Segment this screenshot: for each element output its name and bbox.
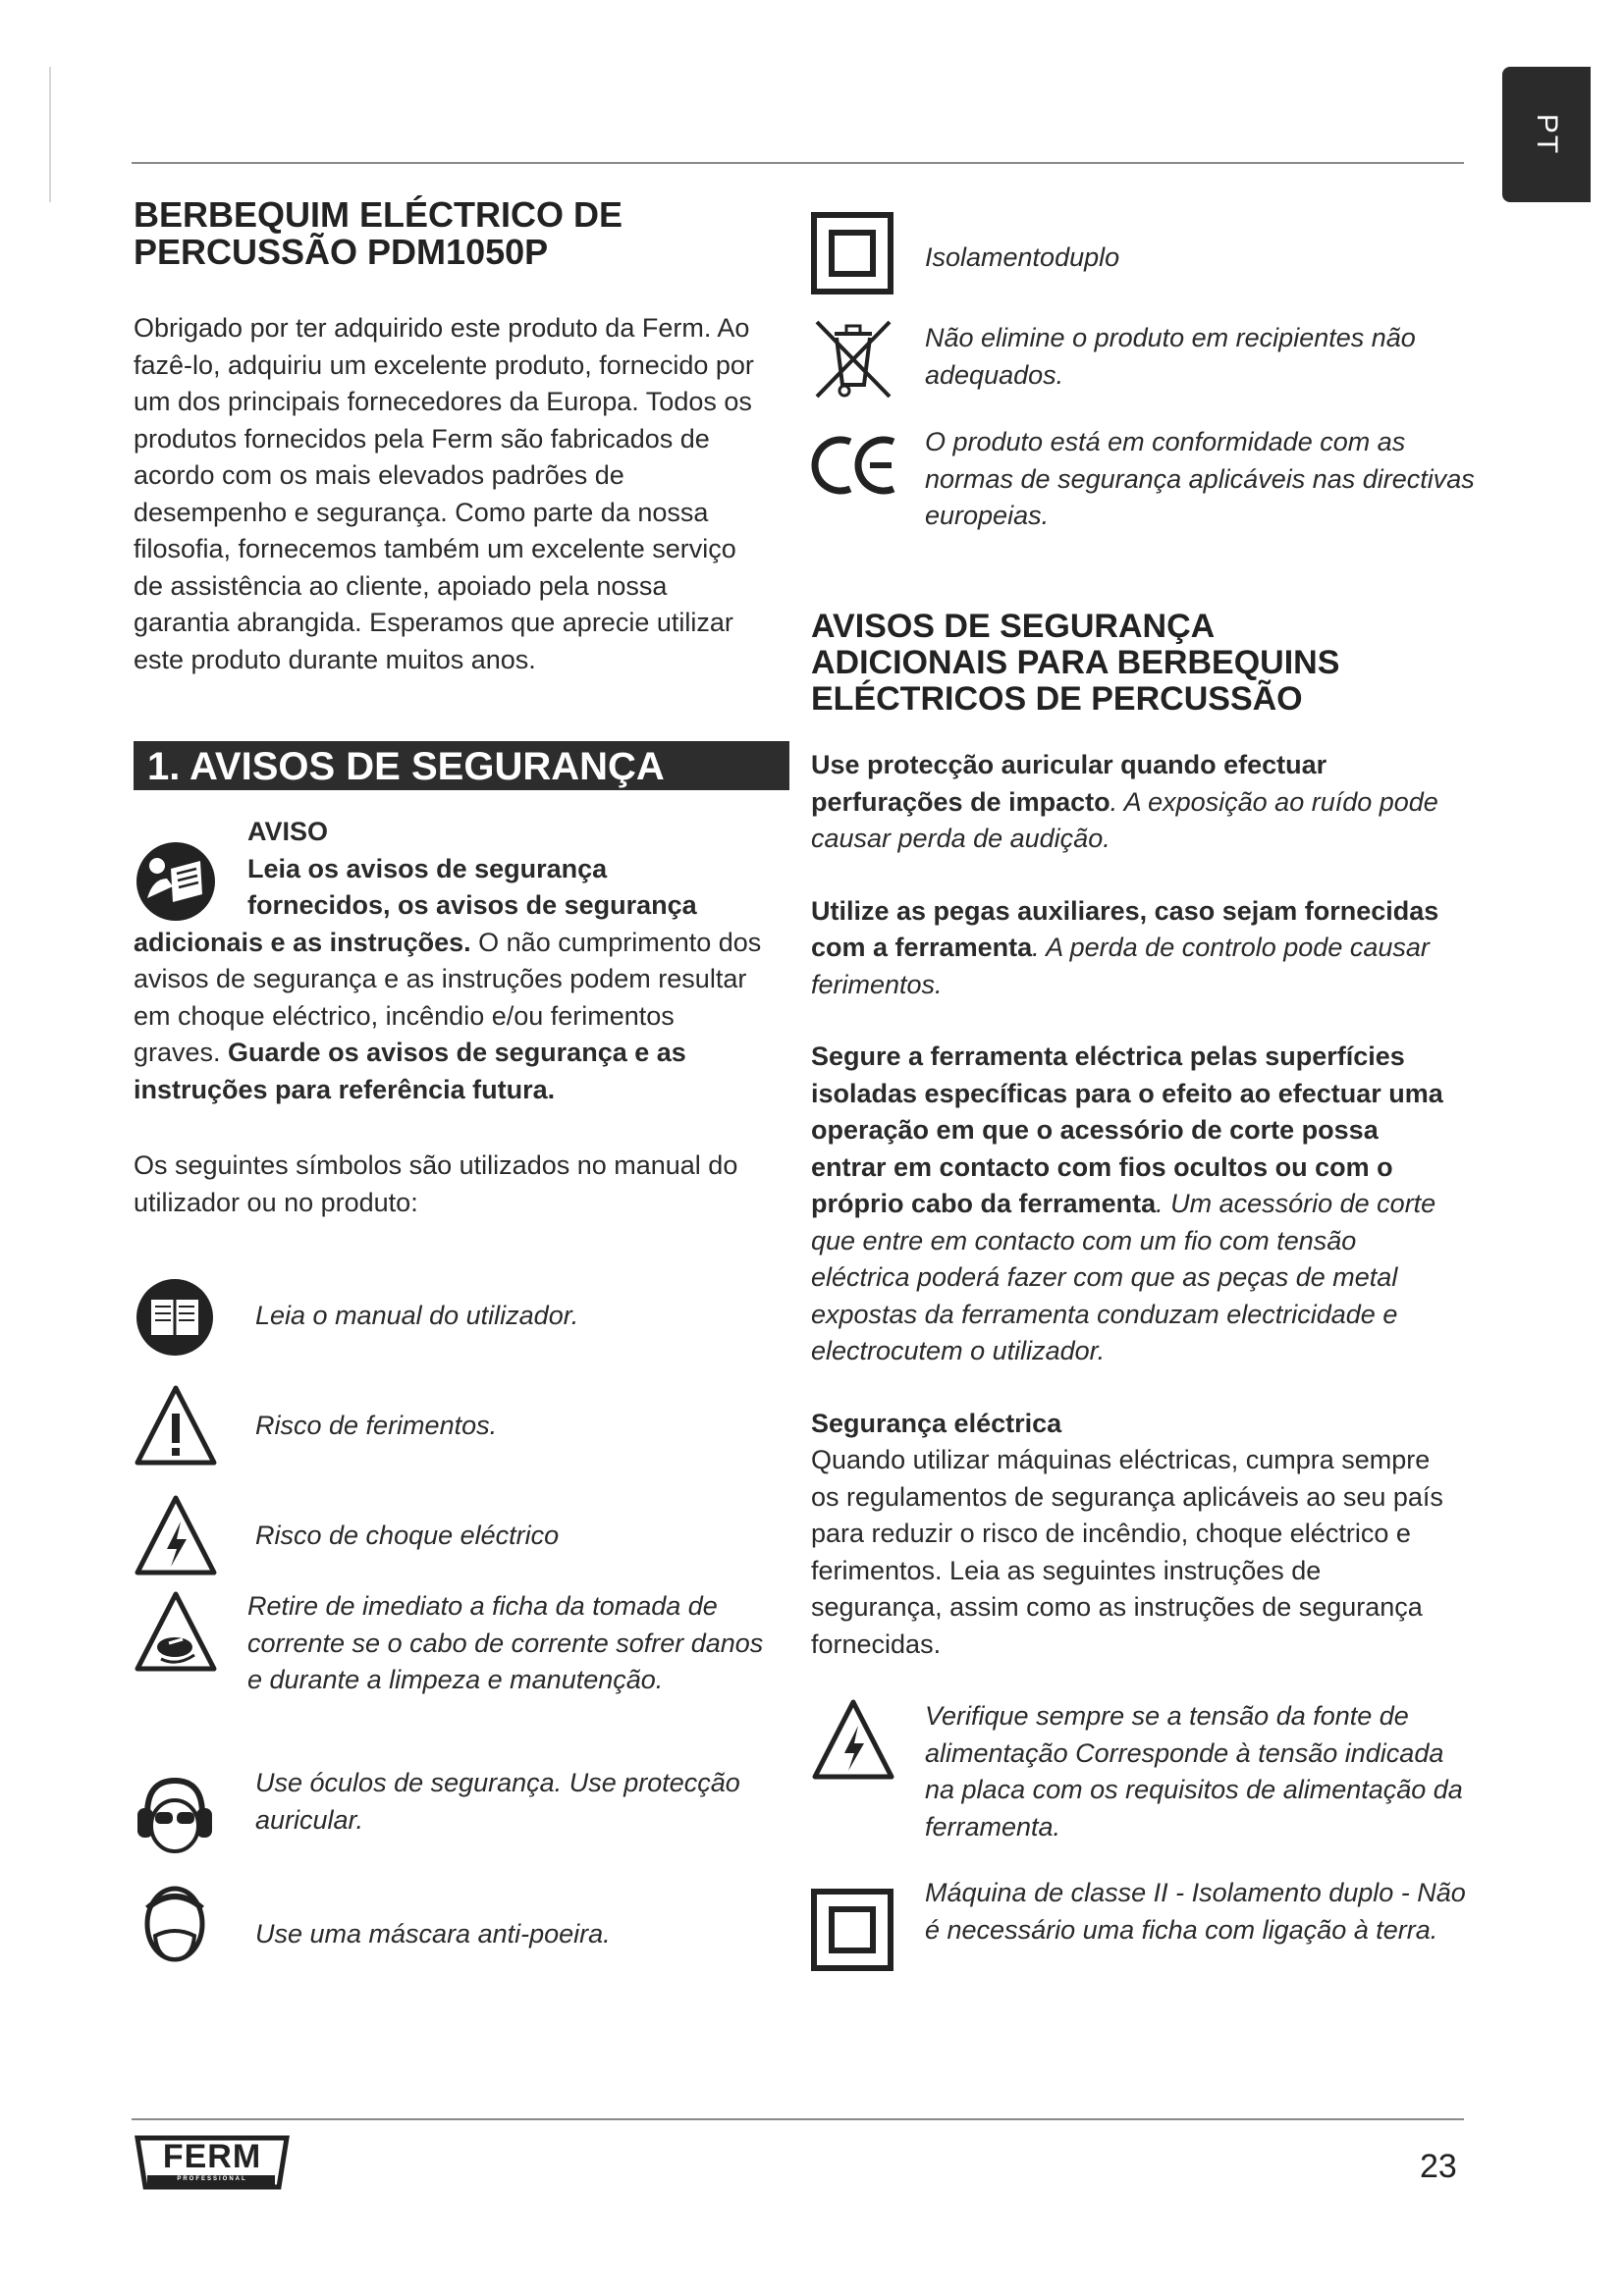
heading-line-3: ELÉCTRICOS DE PERCUSSÃO bbox=[811, 680, 1303, 718]
symbol-text: Use óculos de segurança. Use protecção auricular. bbox=[255, 1768, 740, 1835]
symbol-row bbox=[811, 206, 1469, 291]
dust-mask-icon bbox=[134, 1881, 216, 1969]
symbol-row bbox=[134, 1384, 782, 1482]
ferm-logo bbox=[134, 2132, 291, 2198]
page-number: 23 bbox=[1420, 2148, 1457, 2185]
electric-shock-icon bbox=[134, 1494, 218, 1576]
symbol-text: Risco de choque eléctrico bbox=[255, 1521, 560, 1550]
auxiliary-handles-paragraph bbox=[811, 893, 1449, 1004]
section-1-heading: 1. AVISOS DE SEGURANÇA bbox=[134, 741, 789, 790]
symbol-text: Não elimine o produto em recipientes não adequados. bbox=[925, 323, 1416, 390]
warning-bold-end: Guarde os avisos de segurança e as instruções para referência futura. bbox=[134, 1038, 686, 1104]
document-title bbox=[134, 196, 782, 271]
symbols-intro: Os seguintes símbolos são utilizados no manual do utilizador ou no produto: bbox=[134, 1150, 738, 1217]
symbol-text: O produto está em conformidade com as normas de segurança aplicáveis nas directivas europeias. bbox=[925, 427, 1475, 530]
symbol-row bbox=[134, 1765, 782, 1877]
additional-warnings-heading bbox=[811, 609, 1469, 718]
symbol-text: Verifique sempre se a tensão da fonte de alimentação Corresponde à tensão indicada na placa com os requisitos de alimentação da ferramenta. bbox=[925, 1701, 1463, 1842]
paragraph-bold: Use protecção auricular quando efectuar perfurações de impacto bbox=[811, 750, 1327, 817]
paragraph-italic: . A perda de controlo pode causar ferimentos. bbox=[811, 933, 1430, 999]
heading-line-2: ADICIONAIS PARA BERBEQUINS bbox=[811, 644, 1340, 681]
read-manual-warning-icon bbox=[134, 839, 218, 924]
symbol-text: Máquina de classe II - Isolamento duplo - Não é necessário uma ficha com ligação à terra. bbox=[925, 1878, 1466, 1945]
left-column bbox=[134, 196, 782, 1979]
heading-line-1: AVISOS DE SEGURANÇA bbox=[811, 608, 1216, 645]
insulated-surfaces-paragraph bbox=[811, 1039, 1449, 1370]
symbol-text: Isolamentoduplo bbox=[925, 242, 1120, 272]
language-tab-label: PT bbox=[1531, 113, 1563, 156]
warning-block bbox=[134, 814, 782, 1108]
electrical-safety-paragraph: Quando utilizar máquinas eléctricas, cumpra sempre os regulamentos de segurança aplicáveis ao seu país para reduzir o risco de incêndio, choque eléctrico e ferimentos. Leia as seguintes instruções de segurança, assim como as instruções de segurança fornecidas. bbox=[811, 1445, 1443, 1659]
paragraph-italic: . Um acessório de corte que entre em contacto com um fio com tensão eléctrica poderá fazer com que as peças de metal expostas da ferramenta conduzam electricidade e electrocutem o utilizador. bbox=[811, 1189, 1436, 1365]
symbol-row bbox=[811, 316, 1469, 410]
electrical-safety-heading: Segurança eléctrica bbox=[811, 1408, 1062, 1438]
symbol-text: Use uma máscara anti-poeira. bbox=[255, 1919, 611, 1949]
weee-bin-icon bbox=[811, 316, 895, 400]
symbol-text: Retire de imediato a ficha da tomada de corrente se o cabo de corrente sofrer danos e durante a limpeza e manutenção. bbox=[247, 1591, 764, 1694]
symbol-text: Leia o manual do utilizador. bbox=[255, 1301, 579, 1330]
right-column bbox=[811, 206, 1475, 1993]
footer-rule bbox=[132, 2118, 1464, 2120]
warning-exclamation-icon bbox=[134, 1384, 218, 1467]
double-insulation-icon bbox=[811, 212, 893, 294]
paragraph-bold: Utilize as pegas auxiliares, caso sejam fornecidas com a ferramenta bbox=[811, 895, 1439, 962]
goggles-earmuffs-icon bbox=[134, 1775, 216, 1857]
ce-mark-icon bbox=[811, 434, 899, 497]
warning-bold-line-1: Leia os avisos de segurança bbox=[247, 853, 608, 883]
warning-bold-line-2: fornecidos, os avisos de segurança bbox=[247, 890, 697, 920]
symbol-row bbox=[134, 1276, 782, 1370]
logo-subtext: PROFESSIONAL bbox=[177, 2176, 247, 2182]
paragraph-italic: . A exposição ao ruído pode causar perda de audição. bbox=[811, 786, 1438, 853]
title-line-1: BERBEQUIM ELÉCTRICO DE bbox=[134, 194, 623, 235]
manual-book-icon bbox=[134, 1276, 216, 1359]
symbol-row bbox=[134, 1494, 782, 1596]
warning-heading: AVISO bbox=[247, 817, 329, 846]
warning-bold-line-3: adicionais e as instruções. bbox=[134, 927, 471, 957]
electric-shock-icon bbox=[811, 1698, 895, 1781]
symbol-row bbox=[134, 1881, 782, 1979]
intro-paragraph: Obrigado por ter adquirido este produto da Ferm. Ao fazê-lo, adquiriu um excelente produto, fornecido por um dos principais fornecedores da Europa. Todos os produtos fornecidos pela Ferm são fabricados de acordo com os mais elevados padrões de desempenho e segurança. Como parte da nossa filosofia, fornecemos também um excelente serviço de assistência ao cliente, apoiado pela nossa garantia abrangida. Esperamos que aprecie utilizar este produto durante muitos anos. bbox=[134, 313, 754, 674]
symbol-text: Risco de ferimentos. bbox=[255, 1411, 498, 1440]
page-margin-line bbox=[49, 67, 51, 202]
warning-text: O não cumprimento dos avisos de segurança e as instruções podem resultar em choque eléctrico, incêndio e/ou ferimentos graves. bbox=[134, 927, 762, 1067]
warning-paragraph bbox=[134, 925, 762, 1109]
header-rule bbox=[132, 162, 1464, 164]
unplug-icon bbox=[134, 1590, 218, 1673]
symbol-row bbox=[134, 1588, 782, 1765]
symbol-row bbox=[811, 424, 1475, 542]
double-insulation-icon bbox=[811, 1889, 893, 1971]
language-tab bbox=[1502, 67, 1591, 202]
symbol-row bbox=[811, 1875, 1469, 1993]
hearing-protection-paragraph bbox=[811, 747, 1449, 858]
paragraph-bold: Segure a ferramenta eléctrica pelas superfícies isoladas específicas para o efeito ao efectuar uma operação em que o acessório de corte possa entrar em contacto com fios ocultos ou com o próprio cabo da ferramenta bbox=[811, 1041, 1443, 1218]
logo-text: FERM bbox=[162, 2138, 262, 2175]
title-line-2: PERCUSSÃO PDM1050P bbox=[134, 232, 549, 272]
symbol-row bbox=[811, 1698, 1469, 1875]
